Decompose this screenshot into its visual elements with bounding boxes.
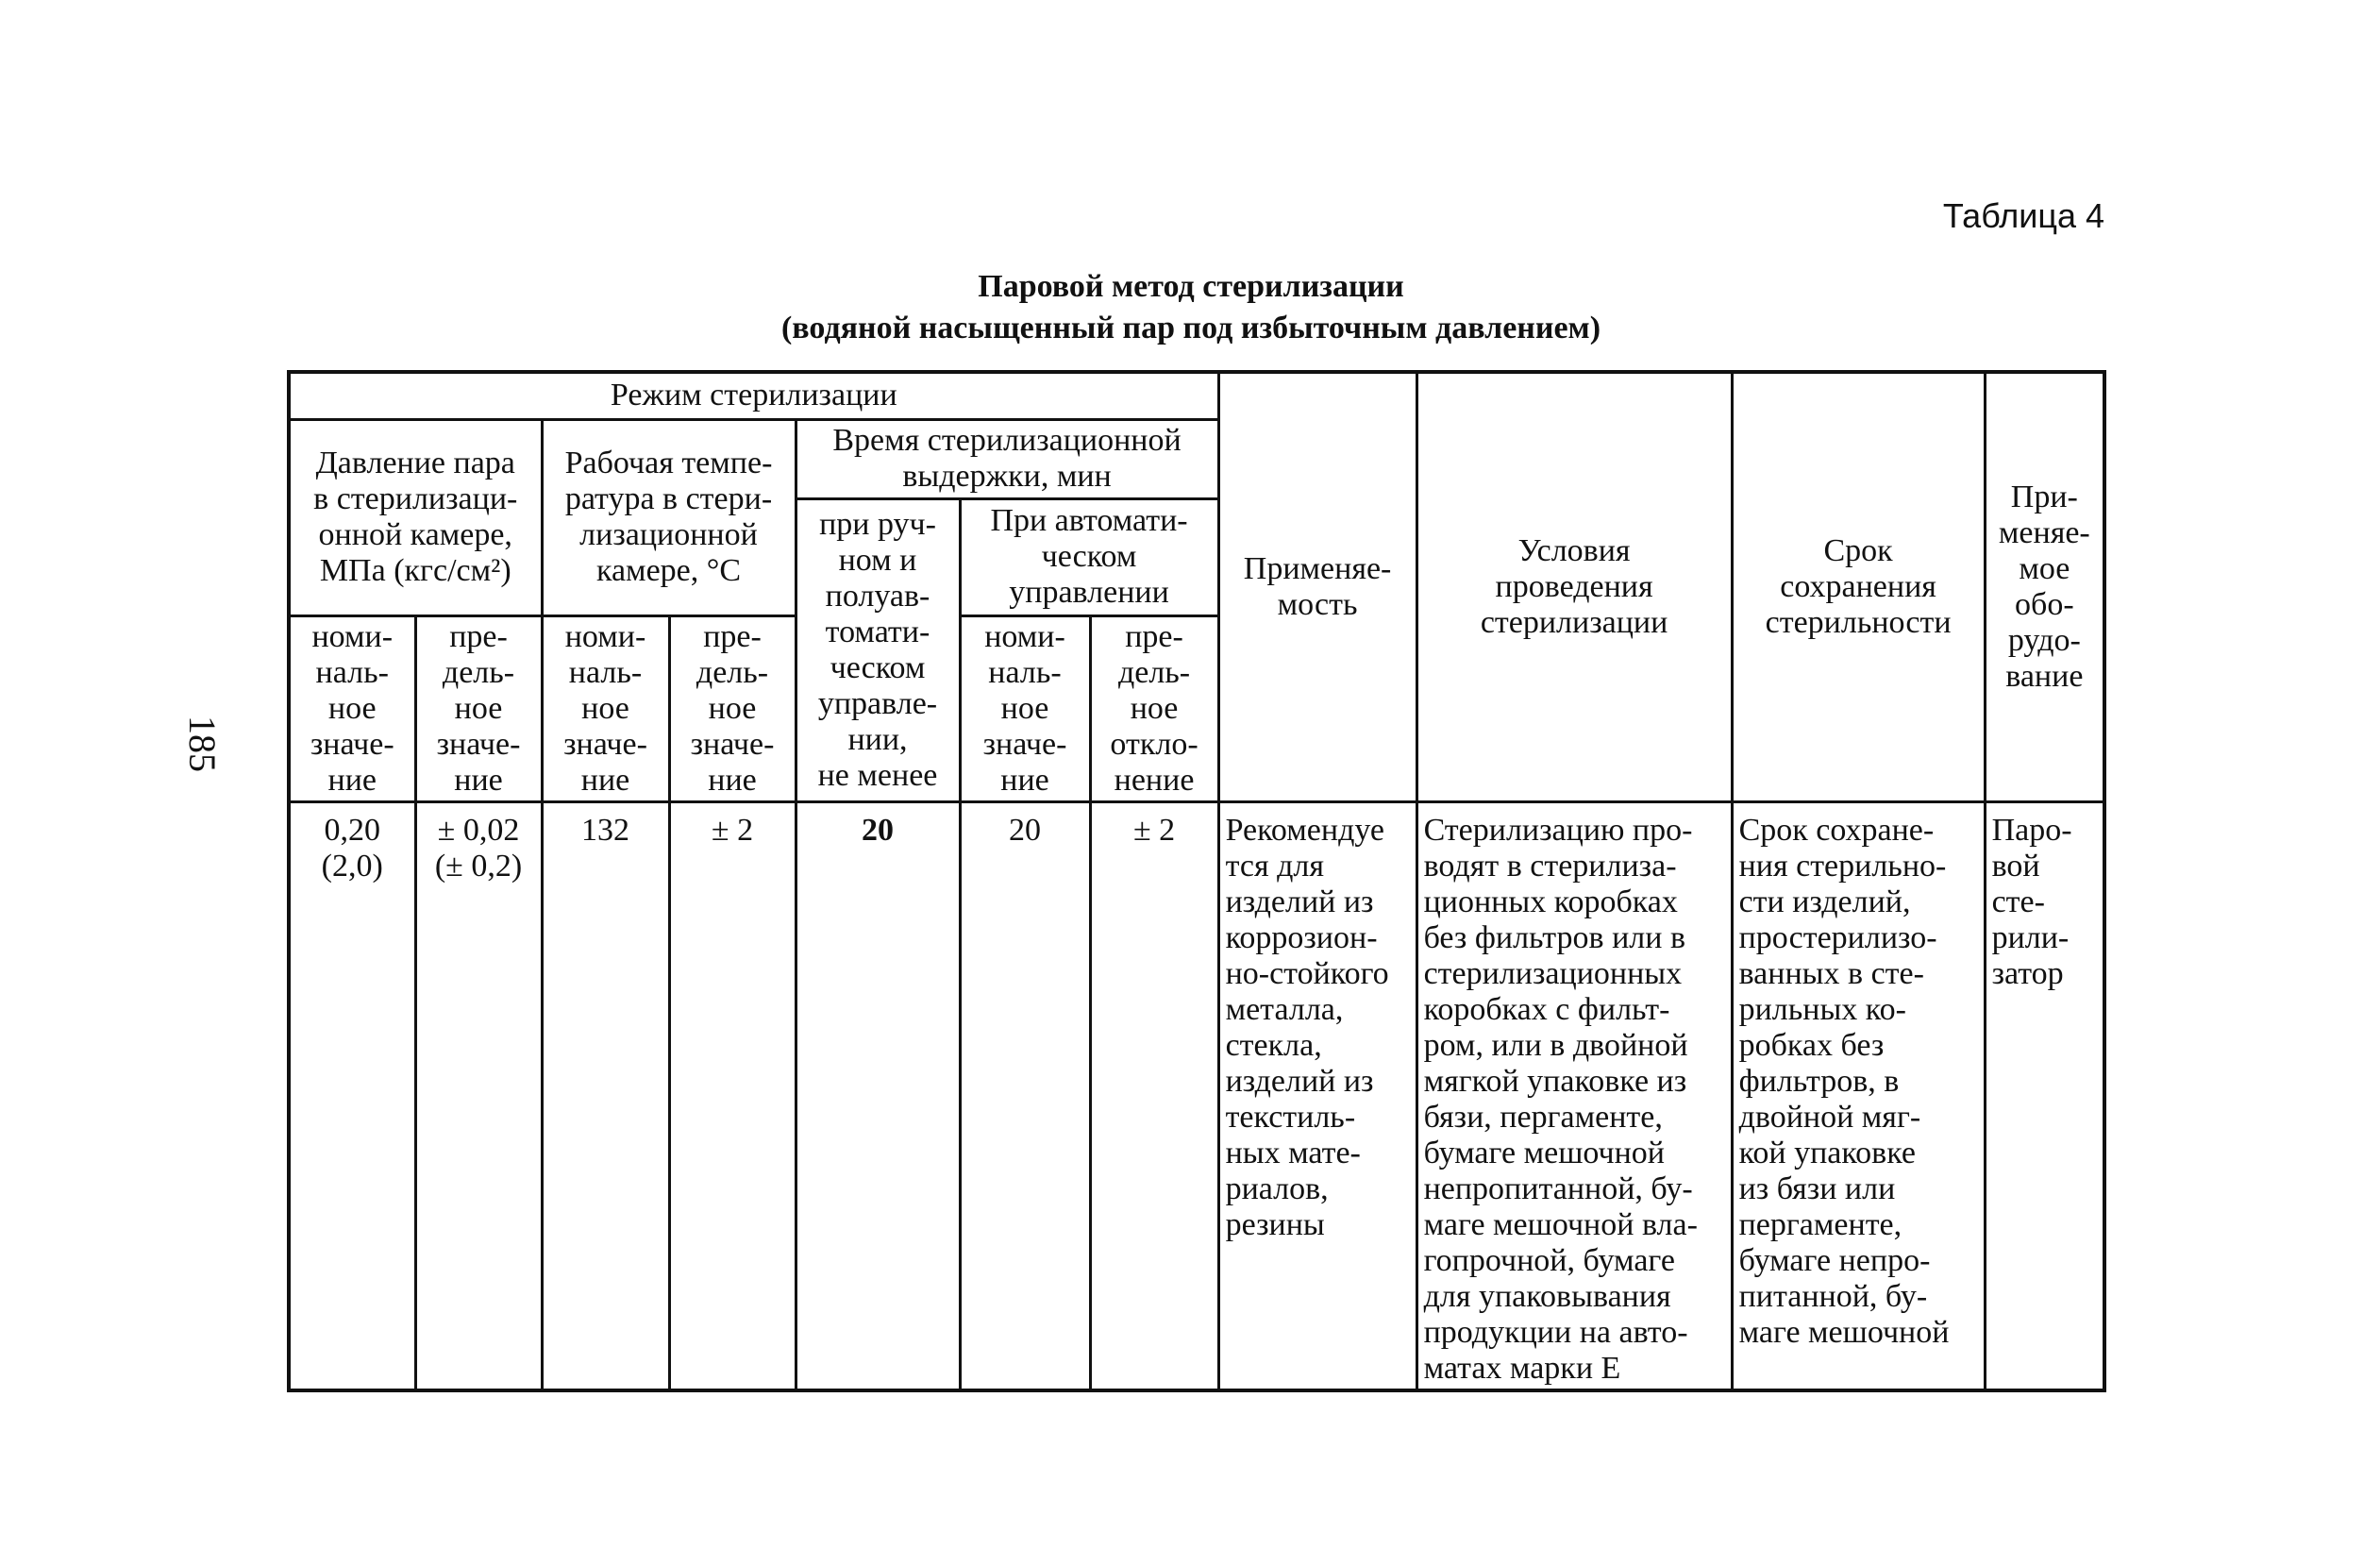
cell-time-auto-deviation: ± 2 <box>1090 801 1218 1390</box>
cell-temp-limit: ± 2 <box>669 801 796 1390</box>
header-temp-limit: пре- дель- ное значе- ние <box>669 615 796 801</box>
page-number: 185 <box>181 716 224 772</box>
table-title-line-1: Паровой метод стерилизации <box>978 269 1404 304</box>
header-exposure-time: Время стерилизационной выдержки, мин <box>796 419 1218 498</box>
cell-temp-nominal: 132 <box>542 801 669 1390</box>
cell-shelf-life: Срок сохране- ния стерильно- сти изделий, простерилизо- ванных в сте- рильных ко- робках без фильтров, в двойной мяг- кой упаковке из бязи или пергаменте, бумаге непро- питанной, бу- маге мешочной <box>1732 801 1985 1390</box>
table-label: Таблица 4 <box>1942 196 2104 235</box>
header-shelf-life: Срок сохранения стерильности <box>1732 372 1985 801</box>
header-time-automatic: При автомати- ческом управлении <box>960 498 1218 615</box>
header-temperature: Рабочая темпе- ратура в стери- лизационной камере, °С <box>542 419 796 615</box>
table-title <box>283 266 2099 349</box>
header-pressure-limit: пре- дель- ное значе- ние <box>415 615 542 801</box>
header-pressure: Давление пара в стерилизаци- онной камере, МПа (кгс/см²) <box>289 419 542 615</box>
header-equipment: При- меняе- мое обо- рудо- вание <box>1985 372 2104 801</box>
cell-time-manual: 20 <box>796 801 960 1390</box>
cell-time-auto-nominal: 20 <box>960 801 1090 1390</box>
header-regime: Режим стерилизации <box>289 372 1218 419</box>
header-pressure-nominal: номи- наль- ное значе- ние <box>289 615 415 801</box>
header-auto-nominal: номи- наль- ное значе- ние <box>960 615 1090 801</box>
header-time-manual: при руч- ном и полуав- томати- ческом управле- нии, не менее <box>796 498 960 801</box>
cell-pressure-nominal: 0,20 (2,0) <box>289 801 415 1390</box>
header-temp-nominal: номи- наль- ное значе- ние <box>542 615 669 801</box>
cell-conditions: Стерилизацию про- водят в стерилиза- ционных коробках без фильтров или в стерилизационных коробках с фильт- ром, или в двойной мягкой упаковке из бязи, пергаменте, бумаге мешочной непропитанной, бу- маге мешочной вла- гопрочной, бумаге для упаковывания продукции на авто- матах марки Е <box>1416 801 1732 1390</box>
header-applicability: Применяе- мость <box>1218 372 1416 801</box>
table-title-line-2: (водяной насыщенный пар под избыточным давлением) <box>780 311 1601 345</box>
sterilization-table <box>287 370 2106 1392</box>
cell-pressure-limit: ± 0,02 (± 0,2) <box>415 801 542 1390</box>
header-auto-deviation: пре- дель- ное откло- нение <box>1090 615 1218 801</box>
header-conditions: Условия проведения стерилизации <box>1416 372 1732 801</box>
cell-applicability: Рекомендуе тся для изделий из коррозион- но-стойкого металла, стекла, изделий из текстиль- ных мате- риалов, резины <box>1218 801 1416 1390</box>
cell-equipment: Паро- вой сте- рили- затор <box>1985 801 2104 1390</box>
table-row <box>289 801 2104 1390</box>
